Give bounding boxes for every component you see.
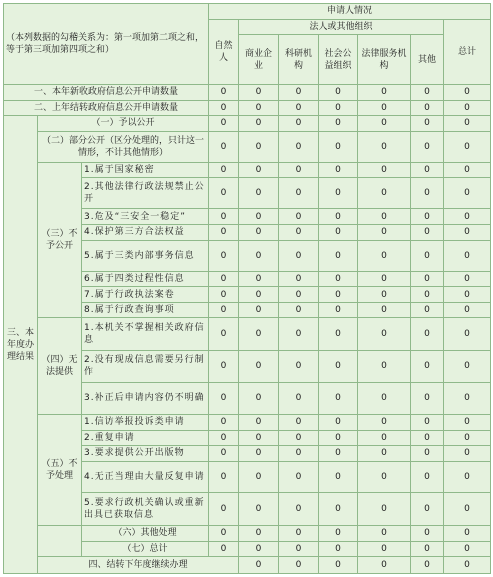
row-label: （六）其他处理: [82, 526, 209, 542]
header-applicant: 申请人情况: [209, 4, 491, 20]
cell-value: 0: [444, 414, 491, 430]
cell-value: 0: [279, 430, 319, 446]
cell-value: 0: [358, 84, 411, 100]
cell-value: 0: [319, 430, 358, 446]
row-label: 5.属于三类内部事务信息: [82, 240, 209, 271]
header-total: 总计: [444, 19, 491, 84]
cell-value: 0: [411, 162, 444, 178]
row-label: 6.属于四类过程性信息: [82, 271, 209, 287]
cell-value: 0: [411, 116, 444, 132]
cell-value: 0: [239, 240, 279, 271]
cell-value: 0: [279, 84, 319, 100]
cell-value: 0: [209, 116, 239, 132]
cell-value: 0: [279, 350, 319, 382]
cell-value: 0: [411, 526, 444, 542]
cell-value: 0: [319, 271, 358, 287]
cell-value: 0: [279, 526, 319, 542]
blank-cell: [38, 541, 82, 557]
group-5-label: （五）不予处理: [38, 414, 82, 525]
row-label: 5.要求行政机关确认或重新出具已获取信息: [82, 492, 209, 525]
cell-value: 0: [239, 287, 279, 303]
table-row: [4, 116, 491, 132]
cell-value: 0: [411, 178, 444, 209]
cell-value: 0: [209, 414, 239, 430]
cell-value: 0: [209, 541, 239, 557]
cell-value: 0: [279, 209, 319, 225]
row-label: 1.本机关不掌握相关政府信息: [82, 318, 209, 350]
cell-value: 0: [444, 240, 491, 271]
cell-value: 0: [411, 84, 444, 100]
cell-value: 0: [319, 557, 358, 574]
cell-value: 0: [319, 492, 358, 525]
cell-value: 0: [279, 461, 319, 492]
cell-value: 0: [358, 287, 411, 303]
cell-value: 0: [444, 225, 491, 241]
cell-value: 0: [358, 350, 411, 382]
table-row: [4, 162, 491, 178]
cell-value: 0: [239, 430, 279, 446]
cell-value: 0: [358, 492, 411, 525]
header-note: （本列数据的勾稽关系为：第一项加第二项之和，等于第三项加第四项之和）: [4, 4, 209, 85]
cell-value: 0: [239, 541, 279, 557]
cell-value: 0: [411, 541, 444, 557]
cell-value: 0: [411, 209, 444, 225]
cell-value: 0: [279, 382, 319, 414]
cell-value: 0: [411, 240, 444, 271]
cell-value: 0: [358, 414, 411, 430]
cell-value: 0: [358, 178, 411, 209]
cell-value: 0: [209, 302, 239, 318]
cell-value: 0: [239, 318, 279, 350]
cell-value: 0: [209, 382, 239, 414]
group-4-label: （四）无法提供: [38, 318, 82, 415]
cell-value: 0: [209, 526, 239, 542]
table-row: [4, 414, 491, 430]
cell-value: 0: [279, 287, 319, 303]
cell-value: 0: [358, 526, 411, 542]
cell-value: 0: [319, 116, 358, 132]
disclosure-stats-table: [3, 3, 491, 574]
cell-value: 0: [319, 162, 358, 178]
cell-value: 0: [411, 382, 444, 414]
cell-value: 0: [358, 446, 411, 462]
cell-value: 0: [358, 318, 411, 350]
row-label: 一、本年新收政府信息公开申请数量: [4, 84, 209, 100]
row-label: 1.属于国家秘密: [82, 162, 209, 178]
cell-value: 0: [319, 350, 358, 382]
row-label: 3.要求提供公开出版物: [82, 446, 209, 462]
cell-value: 0: [358, 430, 411, 446]
cell-value: 0: [444, 271, 491, 287]
section-3-label: 三、本年度办理结果: [4, 116, 38, 574]
cell-value: 0: [239, 131, 279, 162]
cell-value: 0: [239, 271, 279, 287]
cell-value: 0: [319, 131, 358, 162]
cell-value: 0: [209, 350, 239, 382]
row-label: 1.信访举报投诉类申请: [82, 414, 209, 430]
cell-value: 0: [411, 350, 444, 382]
cell-value: 0: [444, 526, 491, 542]
row-label: 2.重复申请: [82, 430, 209, 446]
row-label: （二）部分公开（区分处理的，只计这一情形，不计其他情形）: [38, 131, 209, 162]
row-label: 四、结转下年度继续办理: [38, 557, 239, 574]
cell-value: 0: [209, 162, 239, 178]
cell-value: 0: [444, 318, 491, 350]
cell-value: 0: [239, 461, 279, 492]
cell-value: 0: [209, 430, 239, 446]
cell-value: 0: [319, 100, 358, 116]
cell-value: 0: [411, 271, 444, 287]
cell-value: 0: [319, 178, 358, 209]
header-legal-service: 法律服务机构: [358, 35, 411, 85]
cell-value: 0: [239, 557, 279, 574]
cell-value: 0: [444, 100, 491, 116]
cell-value: 0: [444, 446, 491, 462]
row-label: 8.属于行政查询事项: [82, 302, 209, 318]
cell-value: 0: [319, 225, 358, 241]
cell-value: 0: [319, 382, 358, 414]
cell-value: 0: [358, 382, 411, 414]
cell-value: 0: [319, 240, 358, 271]
cell-value: 0: [209, 240, 239, 271]
cell-value: 0: [239, 100, 279, 116]
cell-value: 0: [358, 100, 411, 116]
cell-value: 0: [444, 178, 491, 209]
table-row: [4, 131, 491, 162]
cell-value: 0: [358, 240, 411, 271]
cell-value: 0: [279, 271, 319, 287]
cell-value: 0: [279, 225, 319, 241]
cell-value: 0: [358, 225, 411, 241]
row-label: 2.没有现成信息需要另行制作: [82, 350, 209, 382]
cell-value: 0: [444, 162, 491, 178]
cell-value: 0: [444, 302, 491, 318]
cell-value: 0: [279, 557, 319, 574]
cell-value: 0: [411, 287, 444, 303]
cell-value: 0: [411, 225, 444, 241]
cell-value: 0: [411, 492, 444, 525]
row-label: 4.保护第三方合法权益: [82, 225, 209, 241]
header-business: 商业企业: [239, 35, 279, 85]
blank-cell: [38, 526, 82, 542]
cell-value: 0: [209, 318, 239, 350]
cell-value: 0: [209, 209, 239, 225]
cell-value: 0: [444, 131, 491, 162]
cell-value: 0: [358, 302, 411, 318]
cell-value: 0: [411, 446, 444, 462]
row-label: 4.无正当理由大量反复申请: [82, 461, 209, 492]
header-social: 社会公益组织: [319, 35, 358, 85]
cell-value: 0: [279, 240, 319, 271]
cell-value: 0: [239, 209, 279, 225]
cell-value: 0: [319, 446, 358, 462]
cell-value: 0: [239, 302, 279, 318]
cell-value: 0: [279, 131, 319, 162]
cell-value: 0: [444, 541, 491, 557]
cell-value: 0: [444, 492, 491, 525]
header-legal-org: 法人或其他组织: [239, 19, 444, 35]
cell-value: 0: [444, 461, 491, 492]
cell-value: 0: [239, 446, 279, 462]
cell-value: 0: [411, 461, 444, 492]
cell-value: 0: [411, 557, 444, 574]
cell-value: 0: [319, 318, 358, 350]
cell-value: 0: [279, 302, 319, 318]
cell-value: 0: [444, 557, 491, 574]
table-row: [4, 557, 491, 574]
cell-value: 0: [358, 162, 411, 178]
cell-value: 0: [411, 302, 444, 318]
cell-value: 0: [319, 287, 358, 303]
table-row: [4, 526, 491, 542]
cell-value: 0: [239, 382, 279, 414]
row-label: 3.补正后申请内容仍不明确: [82, 382, 209, 414]
table-row: [4, 318, 491, 350]
cell-value: 0: [444, 84, 491, 100]
cell-value: 0: [209, 271, 239, 287]
cell-value: 0: [209, 131, 239, 162]
header-research: 科研机构: [279, 35, 319, 85]
cell-value: 0: [239, 162, 279, 178]
cell-value: 0: [279, 318, 319, 350]
cell-value: 0: [239, 526, 279, 542]
row-label: 3.危及“三安全一稳定”: [82, 209, 209, 225]
table-row: [4, 100, 491, 116]
cell-value: 0: [279, 162, 319, 178]
cell-value: 0: [239, 414, 279, 430]
cell-value: 0: [411, 100, 444, 116]
cell-value: 0: [279, 492, 319, 525]
cell-value: 0: [411, 318, 444, 350]
cell-value: 0: [319, 414, 358, 430]
group-3-label: （三）不予公开: [38, 162, 82, 318]
cell-value: 0: [209, 84, 239, 100]
cell-value: 0: [319, 209, 358, 225]
cell-value: 0: [209, 492, 239, 525]
cell-value: 0: [444, 287, 491, 303]
cell-value: 0: [209, 287, 239, 303]
row-label: （七）总计: [82, 541, 209, 557]
header-other: 其他: [411, 35, 444, 85]
cell-value: 0: [279, 116, 319, 132]
cell-value: 0: [358, 209, 411, 225]
cell-value: 0: [358, 271, 411, 287]
row-label: 7.属于行政执法案卷: [82, 287, 209, 303]
cell-value: 0: [444, 116, 491, 132]
cell-value: 0: [239, 84, 279, 100]
cell-value: 0: [358, 557, 411, 574]
cell-value: 0: [444, 430, 491, 446]
cell-value: 0: [279, 100, 319, 116]
cell-value: 0: [239, 492, 279, 525]
cell-value: 0: [209, 225, 239, 241]
cell-value: 0: [319, 541, 358, 557]
cell-value: 0: [319, 461, 358, 492]
cell-value: 0: [239, 178, 279, 209]
cell-value: 0: [319, 302, 358, 318]
table-row: [4, 84, 491, 100]
cell-value: 0: [358, 461, 411, 492]
cell-value: 0: [358, 541, 411, 557]
cell-value: 0: [239, 116, 279, 132]
cell-value: 0: [239, 225, 279, 241]
cell-value: 0: [444, 382, 491, 414]
cell-value: 0: [444, 350, 491, 382]
cell-value: 0: [239, 350, 279, 382]
cell-value: 0: [319, 84, 358, 100]
cell-value: 0: [358, 116, 411, 132]
row-label: （一）予以公开: [38, 116, 209, 132]
cell-value: 0: [358, 131, 411, 162]
cell-value: 0: [444, 209, 491, 225]
cell-value: 0: [411, 430, 444, 446]
cell-value: 0: [279, 541, 319, 557]
row-label: 2.其他法律行政法规禁止公开: [82, 178, 209, 209]
row-label: 二、上年结转政府信息公开申请数量: [4, 100, 209, 116]
cell-value: 0: [209, 178, 239, 209]
cell-value: 0: [209, 100, 239, 116]
cell-value: 0: [279, 414, 319, 430]
cell-value: 0: [411, 414, 444, 430]
cell-value: 0: [279, 178, 319, 209]
header-natural-person: 自然人: [209, 19, 239, 84]
cell-value: 0: [279, 446, 319, 462]
cell-value: 0: [209, 446, 239, 462]
cell-value: 0: [319, 526, 358, 542]
cell-value: 0: [209, 461, 239, 492]
table-row: [4, 541, 491, 557]
cell-value: 0: [411, 131, 444, 162]
